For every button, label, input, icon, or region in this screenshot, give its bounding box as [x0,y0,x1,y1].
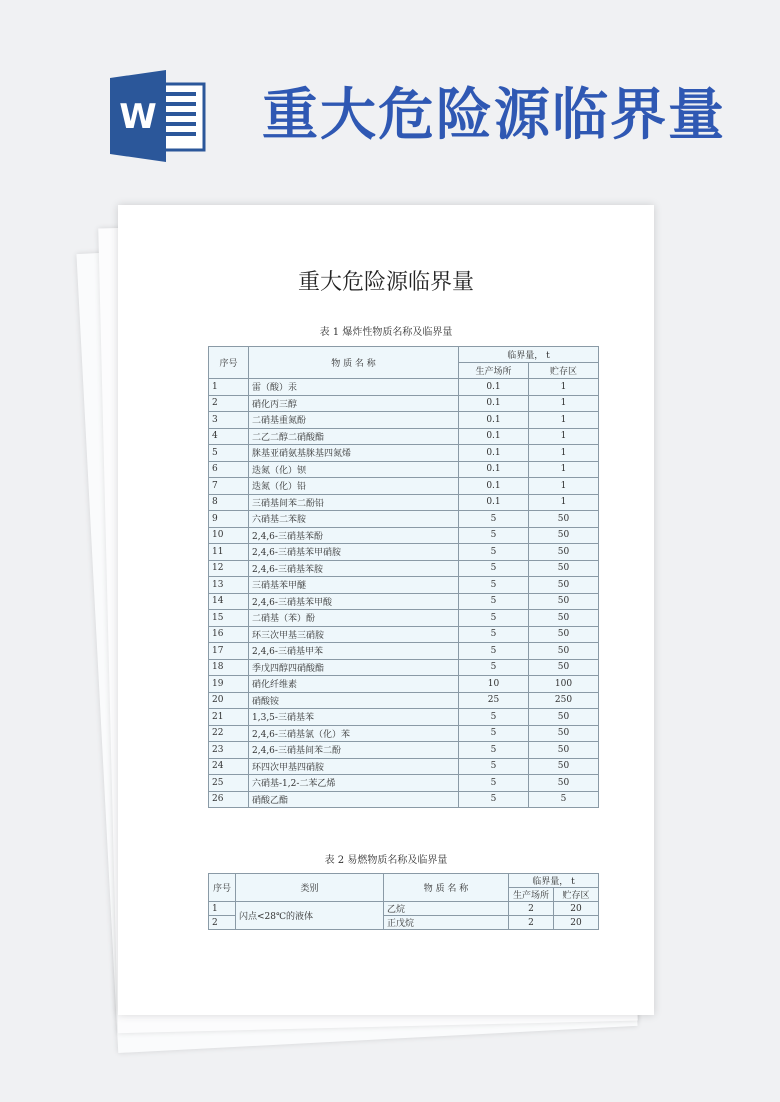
table1-storage: 100 [529,676,599,693]
table-row [209,709,599,726]
table1-storage: 50 [529,577,599,594]
table1-seq: 5 [209,445,249,462]
table1-storage: 1 [529,478,599,495]
table1-seq: 25 [209,775,249,792]
table1-production: 5 [459,560,529,577]
table-row [209,902,599,916]
table1-seq: 13 [209,577,249,594]
table2-name: 乙烷 [384,902,509,916]
table1-name: 雷（酸）汞 [249,379,459,396]
table-row [209,560,599,577]
table1-seq: 6 [209,461,249,478]
table2-production: 2 [509,902,554,916]
table1-name: 硝酸铵 [249,692,459,709]
table-row [209,593,599,610]
table-row [209,775,599,792]
table1-production: 0.1 [459,428,529,445]
table1-storage: 50 [529,511,599,528]
word-logo-icon [110,70,206,162]
table1-production: 5 [459,742,529,759]
table1-seq: 11 [209,544,249,561]
table1-name: 三硝基苯甲醚 [249,577,459,594]
table1-seq: 18 [209,659,249,676]
table1-seq: 8 [209,494,249,511]
table2-caption: 表 2 易燃物质名称及临界量 [324,855,448,866]
table1-header-production: 生产场所 [459,363,529,379]
table-row [209,494,599,511]
table1-name: 2,4,6-三硝基苯甲硝胺 [249,544,459,561]
table1-storage: 50 [529,758,599,775]
table1-production: 0.1 [459,478,529,495]
table1-seq: 3 [209,412,249,429]
table1-production: 0.1 [459,379,529,396]
table1-name: 迭氮（化）钡 [249,461,459,478]
table1-storage: 1 [529,428,599,445]
table1-production: 5 [459,593,529,610]
table2-seq: 2 [209,916,236,930]
table1-name: 硝酸乙酯 [249,791,459,808]
table1-storage: 50 [529,610,599,627]
table1-seq: 7 [209,478,249,495]
table1-production: 0.1 [459,412,529,429]
table-row [209,610,599,627]
table-row [209,742,599,759]
table-row [209,544,599,561]
table1-storage: 50 [529,643,599,660]
banner-title: 重大危险源临界量 [262,83,726,148]
table-row [209,758,599,775]
table-row [209,428,599,445]
table-row [209,527,599,544]
table1-seq: 14 [209,593,249,610]
table1-seq: 4 [209,428,249,445]
table1-seq: 2 [209,395,249,412]
table1-storage: 50 [529,709,599,726]
table1-production: 0.1 [459,445,529,462]
table2-seq: 1 [209,902,236,916]
table1-name: 二硝基重氮酚 [249,412,459,429]
table1-storage: 50 [529,544,599,561]
table1-name: 六硝基-1,2-二苯乙烯 [249,775,459,792]
table2-header-threshold: 临界量， t [509,874,599,888]
table1-name: 2,4,6-三硝基苯酚 [249,527,459,544]
table-row [209,725,599,742]
table1-storage: 50 [529,626,599,643]
table1-production: 5 [459,626,529,643]
table-row [209,659,599,676]
explosive-substances-table [208,346,599,808]
table2-production: 2 [509,916,554,930]
table1-production: 0.1 [459,395,529,412]
table1-name: 2,4,6-三硝基甲苯 [249,643,459,660]
document-title: 重大危险源临界量 [297,270,474,295]
table2-header-seq: 序号 [209,874,236,902]
table1-production: 5 [459,725,529,742]
table1-seq: 24 [209,758,249,775]
table1-production: 5 [459,775,529,792]
table1-header-name: 物 质 名 称 [249,347,459,379]
table1-storage: 1 [529,395,599,412]
table1-production: 5 [459,791,529,808]
table1-name: 2,4,6-三硝基苯胺 [249,560,459,577]
table1-name: 二乙二醇二硝酸酯 [249,428,459,445]
table-row [209,445,599,462]
table-row [209,412,599,429]
table1-production: 5 [459,544,529,561]
table1-storage: 50 [529,742,599,759]
table1-production: 10 [459,676,529,693]
table2-header-storage: 贮存区 [554,888,599,902]
document-page [118,205,654,1015]
table1-seq: 17 [209,643,249,660]
table-row [209,511,599,528]
table1-storage: 1 [529,379,599,396]
table1-production: 5 [459,610,529,627]
table1-storage: 1 [529,494,599,511]
table1-name: 2,4,6-三硝基苯甲酸 [249,593,459,610]
table1-name: 硝化丙三醇 [249,395,459,412]
table1-name: 脒基亚硝氨基脒基四氮烯 [249,445,459,462]
table1-name: 三硝基间苯二酚铅 [249,494,459,511]
table2-category: 闪点<28℃的液体 [236,902,384,930]
table1-name: 季戊四醇四硝酸酯 [249,659,459,676]
table1-storage: 1 [529,461,599,478]
table-row [209,626,599,643]
table1-production: 5 [459,659,529,676]
table1-seq: 16 [209,626,249,643]
table-row [209,692,599,709]
table1-name: 环三次甲基三硝胺 [249,626,459,643]
table1-production: 25 [459,692,529,709]
table1-storage: 50 [529,560,599,577]
table1-production: 0.1 [459,461,529,478]
table1-caption: 表 1 爆炸性物质名称及临界量 [319,327,453,338]
table1-seq: 1 [209,379,249,396]
table1-storage: 50 [529,593,599,610]
table1-seq: 23 [209,742,249,759]
table1-name: 2,4,6-三硝基间苯二酚 [249,742,459,759]
table1-seq: 19 [209,676,249,693]
table1-name: 1,3,5-三硝基苯 [249,709,459,726]
table1-storage: 1 [529,445,599,462]
table-row [209,577,599,594]
table2-header-category: 类别 [236,874,384,902]
table1-name: 二硝基（苯）酚 [249,610,459,627]
table2-name: 正戊烷 [384,916,509,930]
flammable-substances-table [208,873,599,930]
table1-production: 5 [459,511,529,528]
table-row [209,395,599,412]
table1-storage: 50 [529,725,599,742]
table1-production: 5 [459,527,529,544]
table-row [209,478,599,495]
table1-storage: 5 [529,791,599,808]
table1-header-storage: 贮存区 [529,363,599,379]
table1-storage: 50 [529,659,599,676]
table1-seq: 9 [209,511,249,528]
table2-storage: 20 [554,902,599,916]
table1-name: 硝化纤维素 [249,676,459,693]
table1-seq: 21 [209,709,249,726]
table-row [209,676,599,693]
table1-name: 六硝基二苯胺 [249,511,459,528]
table2-storage: 20 [554,916,599,930]
table-row [209,461,599,478]
table1-name: 迭氮（化）铅 [249,478,459,495]
table1-production: 5 [459,709,529,726]
table1-name: 2,4,6-三硝基氯（化）苯 [249,725,459,742]
table-row [209,379,599,396]
table1-header-seq: 序号 [209,347,249,379]
table1-storage: 50 [529,527,599,544]
table1-seq: 26 [209,791,249,808]
table1-seq: 20 [209,692,249,709]
table1-seq: 15 [209,610,249,627]
table1-production: 5 [459,643,529,660]
table2-header-name: 物 质 名 称 [384,874,509,902]
word-logo-letter: W [119,97,157,137]
table1-production: 0.1 [459,494,529,511]
table1-seq: 10 [209,527,249,544]
table1-production: 5 [459,758,529,775]
table1-name: 环四次甲基四硝胺 [249,758,459,775]
table1-storage: 250 [529,692,599,709]
table1-seq: 22 [209,725,249,742]
table1-storage: 50 [529,775,599,792]
table-row [209,791,599,808]
table1-production: 5 [459,577,529,594]
table1-header-threshold: 临界量， t [459,347,599,363]
table1-seq: 12 [209,560,249,577]
table1-storage: 1 [529,412,599,429]
table2-header-production: 生产场所 [509,888,554,902]
table-row [209,643,599,660]
